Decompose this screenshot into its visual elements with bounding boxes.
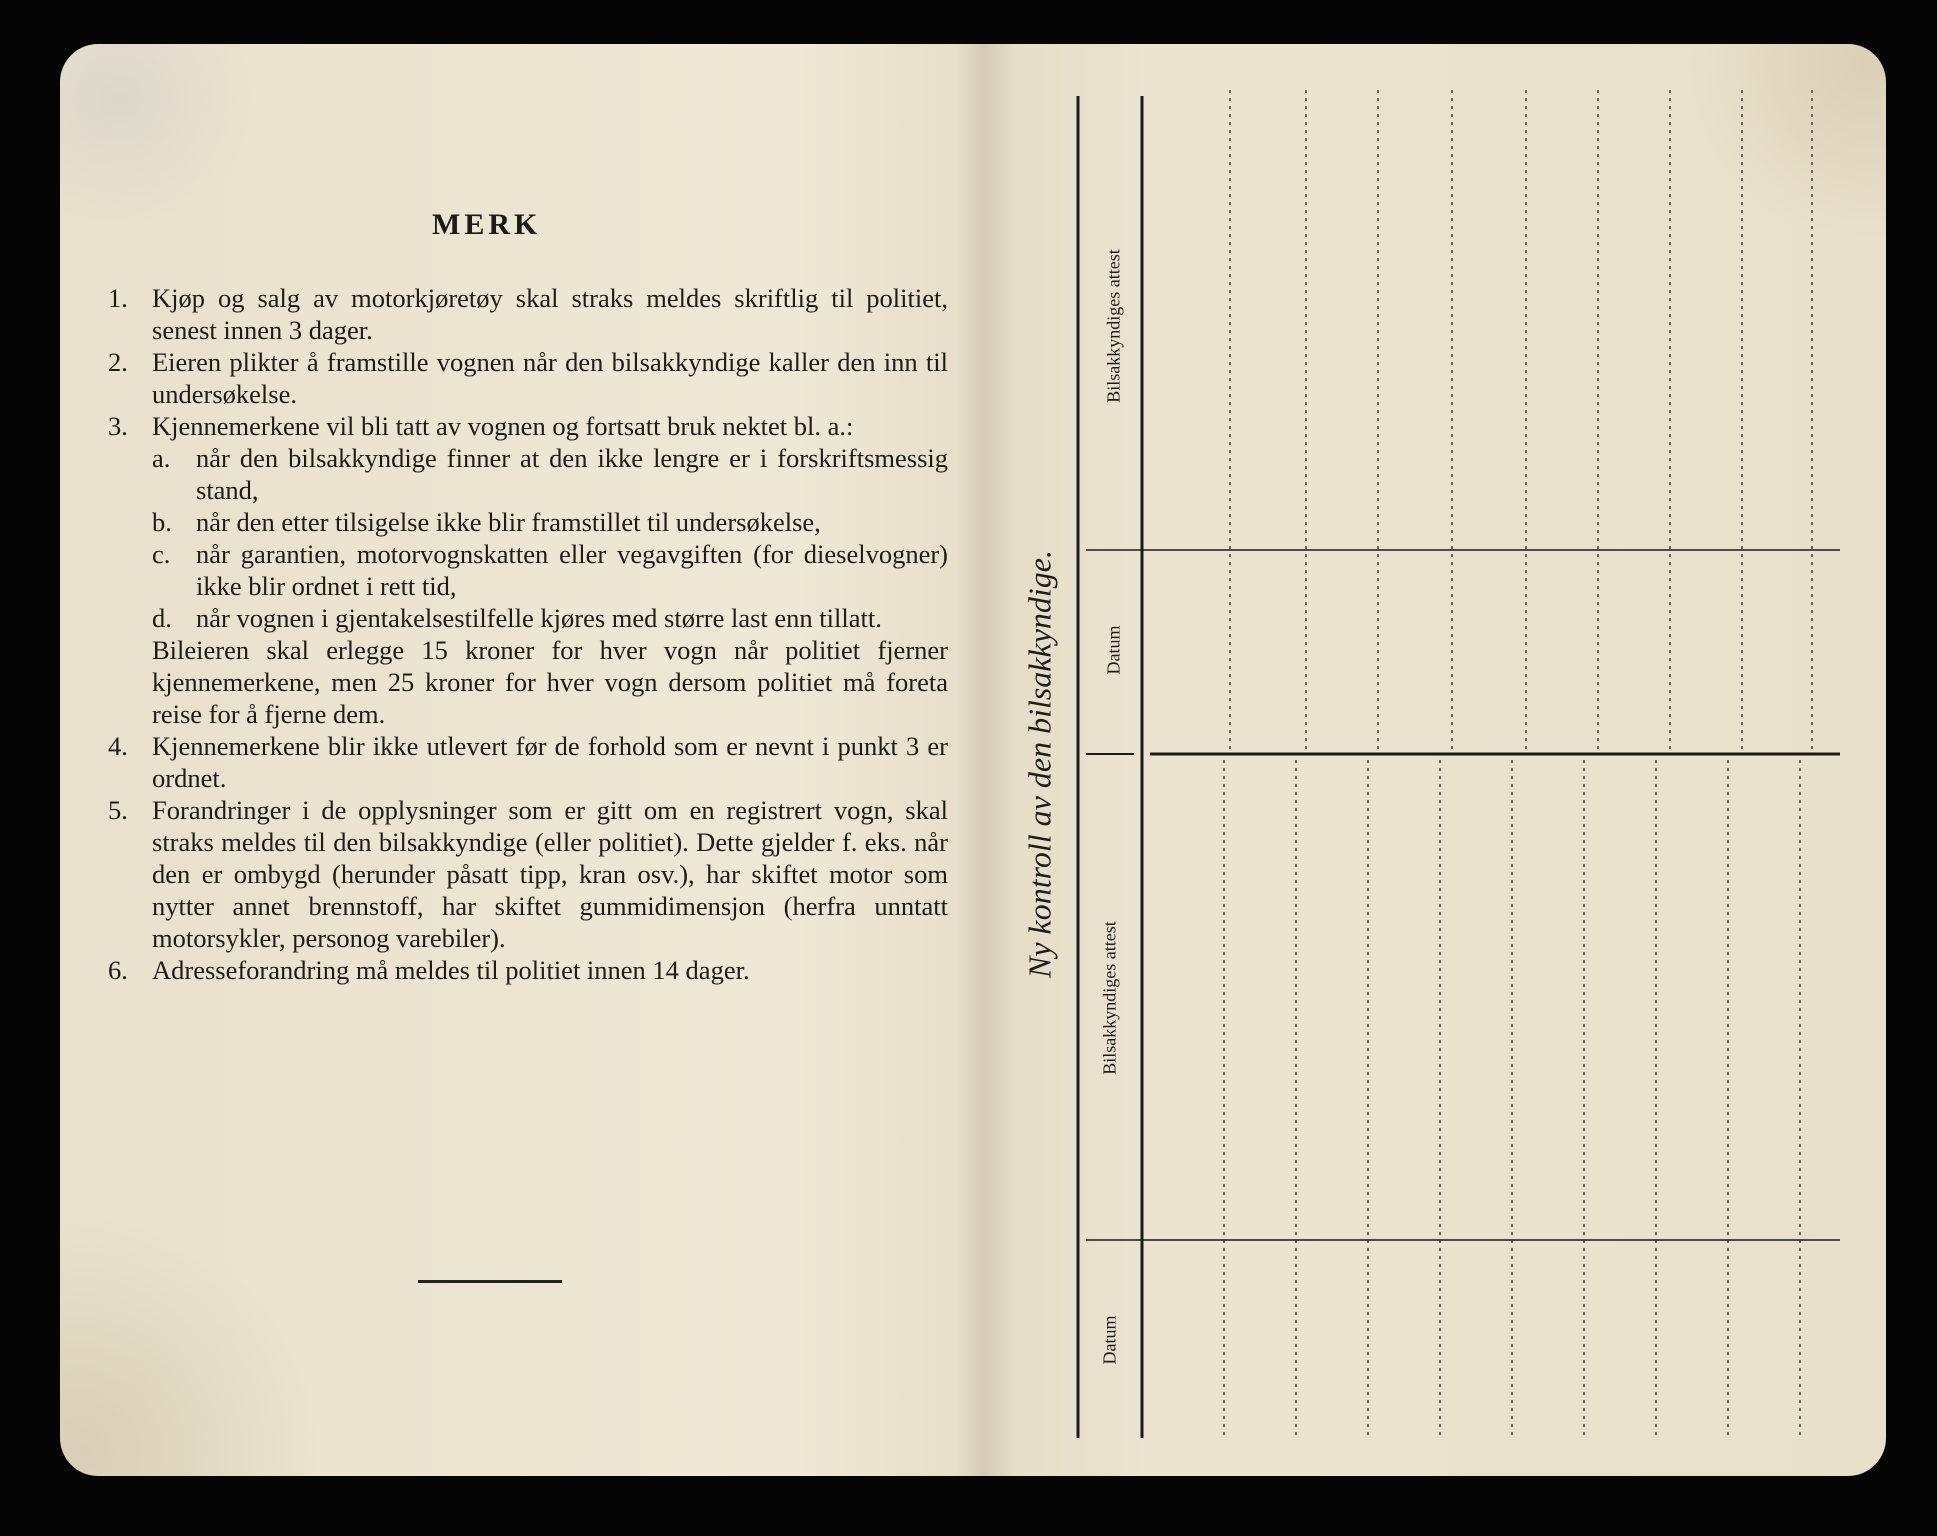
fee-note: Bileieren skal erlegge 15 kroner for hver vogn når politiet fjerner kjennemerkene, men 25 kroner for hver vogn dersom politiet må foreta reise for å fjerne dem. — [152, 635, 948, 729]
control-table-grid — [60, 44, 1886, 1476]
date-column-label: Datum — [1099, 1315, 1120, 1365]
rule-text: Kjøp og salg av motorkjøretøy skal straks meldes skriftlig til politiet, senest innen 3 dager. — [152, 283, 948, 345]
subitem-letter: c. — [152, 539, 171, 569]
rule-text: Eieren plikter å framstille vognen når den bilsakkyndige kaller den inn til undersøkelse. — [152, 347, 948, 409]
rule-number: 1. — [108, 283, 128, 313]
rule-text: Forandringer i de opplysninger som er gitt om en registrert vogn, skal straks meldes til den bilsakkyndige (eller politiet). Dette gjelder f. eks. når den er ombygd (herunder påsatt tipp, kran osv.), har skiftet motor som nytter annet brennstoff, har skiftet gummidimensjon (herfra unntatt motorsykler, personog varebiler). — [152, 795, 948, 953]
subitem-text: når garantien, motorvognskatten eller vegavgiften (for dieselvogner) ikke blir ordnet i rett tid, — [196, 539, 948, 601]
rule-text: Kjennemerkene vil bli tatt av vognen og fortsatt bruk nektet bl. a.: — [152, 411, 854, 441]
control-title: Ny kontroll av den bilsakkyndige. — [1021, 549, 1058, 979]
rule-number: 6. — [108, 955, 128, 985]
attest-column-label: Bilsakkyndiges attest — [1099, 921, 1120, 1075]
rule-number: 5. — [108, 795, 128, 825]
subitem-letter: a. — [152, 443, 171, 473]
subitem-text: når vognen i gjentakelsestilfelle kjøres med større last enn tillatt. — [196, 603, 882, 633]
attest-column-label: Bilsakkyndiges attest — [1103, 249, 1124, 403]
date-column-label: Datum — [1103, 625, 1124, 675]
registration-booklet — [60, 44, 1886, 1476]
rule-text: Adresseforandring må meldes til politiet innen 14 dager. — [152, 955, 750, 985]
subitem-text: når den bilsakkyndige finner at den ikke lengre er i forskriftsmessig stand, — [196, 443, 948, 505]
rule-number: 2. — [108, 347, 128, 377]
subitem-letter: d. — [152, 603, 172, 633]
page-heading: MERK — [432, 208, 542, 241]
rule-number: 3. — [108, 411, 128, 441]
rule-number: 4. — [108, 731, 128, 761]
subitem-text: når den etter tilsigelse ikke blir framstillet til undersøkelse, — [196, 507, 821, 537]
rule-text: Kjennemerkene blir ikke utlevert før de forhold som er nevnt i punkt 3 er ordnet. — [152, 731, 948, 793]
subitem-letter: b. — [152, 507, 172, 537]
